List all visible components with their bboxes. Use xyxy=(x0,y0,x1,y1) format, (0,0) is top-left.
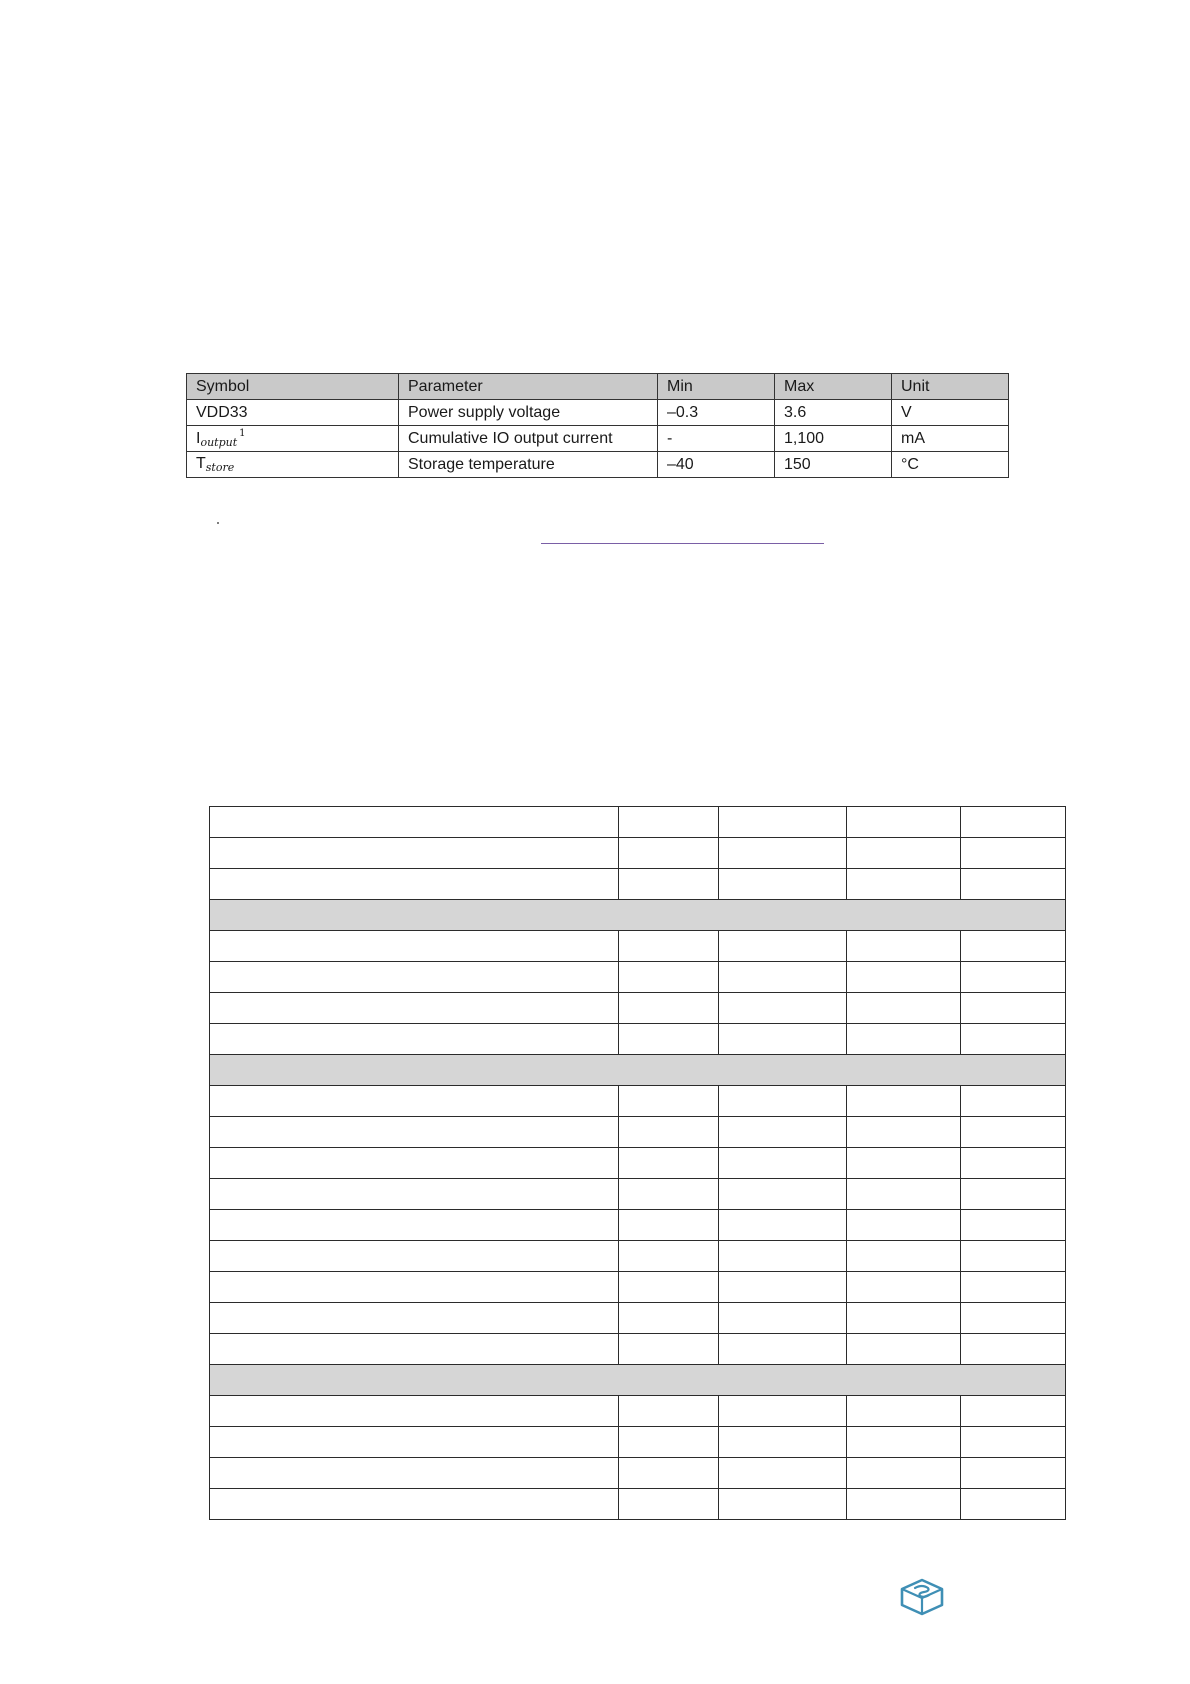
table-row xyxy=(210,1024,1066,1055)
header-symbol: Symbol xyxy=(187,374,399,400)
table-cell xyxy=(719,807,847,838)
table-row xyxy=(187,426,1009,452)
table-cell xyxy=(719,1148,847,1179)
table-cell xyxy=(961,931,1066,962)
table-cell xyxy=(847,1241,961,1272)
section-header-cell xyxy=(210,1365,1066,1396)
table-cell xyxy=(210,1396,619,1427)
symbol-text: T xyxy=(196,455,206,472)
table-cell xyxy=(961,993,1066,1024)
table-cell xyxy=(961,869,1066,900)
table-cell xyxy=(719,931,847,962)
table-cell xyxy=(961,1303,1066,1334)
table-cell xyxy=(847,1148,961,1179)
table-row xyxy=(210,838,1066,869)
table-row xyxy=(210,1489,1066,1520)
table-cell xyxy=(210,993,619,1024)
footnote-link-underline[interactable] xyxy=(541,543,824,544)
table-row xyxy=(210,1458,1066,1489)
unit-cell: mA xyxy=(892,426,1009,452)
symbol-text: I xyxy=(196,430,201,447)
unit-cell: °C xyxy=(892,452,1009,478)
table-row xyxy=(210,1117,1066,1148)
table-cell xyxy=(847,1117,961,1148)
grid-table-body xyxy=(210,807,1066,1520)
table-row xyxy=(187,400,1009,426)
section-header-cell xyxy=(210,900,1066,931)
table-cell xyxy=(719,962,847,993)
max-cell: 3.6 xyxy=(775,400,892,426)
table-row xyxy=(187,452,1009,478)
table-cell xyxy=(847,1334,961,1365)
table-cell xyxy=(847,1489,961,1520)
table-cell xyxy=(210,1148,619,1179)
unit-cell: V xyxy=(892,400,1009,426)
table-cell xyxy=(847,1303,961,1334)
table-cell xyxy=(210,1303,619,1334)
symbol-cell xyxy=(187,452,399,478)
table-cell xyxy=(210,1241,619,1272)
table-cell xyxy=(619,1024,719,1055)
table-cell xyxy=(210,838,619,869)
table-cell xyxy=(210,807,619,838)
table-cell xyxy=(210,1272,619,1303)
table-cell xyxy=(619,1303,719,1334)
table-cell xyxy=(619,1241,719,1272)
section-header-row xyxy=(210,1055,1066,1086)
table-row xyxy=(210,1303,1066,1334)
table-cell xyxy=(847,993,961,1024)
table-cell xyxy=(719,838,847,869)
table-cell xyxy=(847,838,961,869)
table-cell xyxy=(719,1272,847,1303)
table-row xyxy=(210,869,1066,900)
section-header-row xyxy=(210,1365,1066,1396)
table-row xyxy=(210,1334,1066,1365)
section-header-row xyxy=(210,900,1066,931)
table-cell xyxy=(961,1272,1066,1303)
table-row xyxy=(210,1427,1066,1458)
table-cell xyxy=(719,1241,847,1272)
parameter-cell: Storage temperature xyxy=(399,452,658,478)
table-row xyxy=(210,962,1066,993)
table-cell xyxy=(847,1272,961,1303)
table-cell xyxy=(210,1334,619,1365)
min-cell: –40 xyxy=(658,452,775,478)
table-cell xyxy=(619,1210,719,1241)
table-cell xyxy=(719,1334,847,1365)
table-cell xyxy=(719,1303,847,1334)
table-cell xyxy=(619,869,719,900)
table-cell xyxy=(210,1086,619,1117)
max-cell: 1,100 xyxy=(775,426,892,452)
table-cell xyxy=(847,1396,961,1427)
table-row xyxy=(210,931,1066,962)
table-cell xyxy=(619,1334,719,1365)
table-cell xyxy=(619,1489,719,1520)
table-cell xyxy=(961,1241,1066,1272)
table-cell xyxy=(719,1086,847,1117)
table-cell xyxy=(210,869,619,900)
max-cell: 150 xyxy=(775,452,892,478)
table-row xyxy=(210,1272,1066,1303)
table-cell xyxy=(619,962,719,993)
table-cell xyxy=(719,1179,847,1210)
parameter-cell: Cumulative IO output current xyxy=(399,426,658,452)
table-cell xyxy=(719,1427,847,1458)
table-cell xyxy=(719,993,847,1024)
table-cell xyxy=(619,993,719,1024)
symbol-cell xyxy=(187,426,399,452)
table-cell xyxy=(619,931,719,962)
table-row xyxy=(210,1086,1066,1117)
header-max: Max xyxy=(775,374,892,400)
table-cell xyxy=(619,1427,719,1458)
table-cell xyxy=(961,1334,1066,1365)
table-cell xyxy=(961,1489,1066,1520)
table-cell xyxy=(961,1210,1066,1241)
header-min: Min xyxy=(658,374,775,400)
footnote-reference[interactable]: 1 xyxy=(239,428,246,439)
symbol-subscript: store xyxy=(205,461,235,474)
table-cell xyxy=(847,1210,961,1241)
table-row xyxy=(210,993,1066,1024)
table-cell xyxy=(719,1210,847,1241)
table-cell xyxy=(619,1086,719,1117)
symbol-subscript: output xyxy=(200,436,238,449)
table-cell xyxy=(847,807,961,838)
table-cell xyxy=(619,1148,719,1179)
absolute-maximum-ratings-table xyxy=(186,373,1009,478)
table-cell xyxy=(961,1117,1066,1148)
footnote-marker xyxy=(217,522,219,524)
table-cell xyxy=(847,1179,961,1210)
table-cell xyxy=(847,869,961,900)
table-header-row xyxy=(187,374,1009,400)
table-cell xyxy=(210,931,619,962)
parameter-cell: Power supply voltage xyxy=(399,400,658,426)
table-cell xyxy=(619,1179,719,1210)
table-cell xyxy=(210,1489,619,1520)
table-cell xyxy=(619,838,719,869)
table-cell xyxy=(210,962,619,993)
table-cell xyxy=(847,1086,961,1117)
table-cell xyxy=(961,1427,1066,1458)
table-cell xyxy=(961,962,1066,993)
table-cell xyxy=(961,1024,1066,1055)
table-cell xyxy=(719,869,847,900)
empty-grid-table xyxy=(209,806,1066,1520)
min-cell: –0.3 xyxy=(658,400,775,426)
table-cell xyxy=(619,807,719,838)
table-cell xyxy=(210,1179,619,1210)
table-cell xyxy=(847,1427,961,1458)
table-cell xyxy=(719,1396,847,1427)
table-cell xyxy=(210,1210,619,1241)
table-cell xyxy=(719,1458,847,1489)
table-row xyxy=(210,1179,1066,1210)
table-cell xyxy=(961,1396,1066,1427)
table-cell xyxy=(847,962,961,993)
section-header-cell xyxy=(210,1055,1066,1086)
table-row xyxy=(210,1210,1066,1241)
symbol-cell xyxy=(187,400,399,426)
espressif-logo-icon xyxy=(899,1577,945,1617)
table-cell xyxy=(619,1458,719,1489)
table-cell xyxy=(210,1024,619,1055)
table-cell xyxy=(961,807,1066,838)
table-row xyxy=(210,807,1066,838)
table-cell xyxy=(210,1458,619,1489)
table-cell xyxy=(619,1396,719,1427)
table-cell xyxy=(961,1086,1066,1117)
table-row xyxy=(210,1148,1066,1179)
table-row xyxy=(210,1396,1066,1427)
table-cell xyxy=(719,1024,847,1055)
table-cell xyxy=(961,1148,1066,1179)
table-cell xyxy=(847,1458,961,1489)
table-cell xyxy=(719,1489,847,1520)
table-cell xyxy=(961,1458,1066,1489)
table-cell xyxy=(847,931,961,962)
table-row xyxy=(210,1241,1066,1272)
header-parameter: Parameter xyxy=(399,374,658,400)
table-cell xyxy=(619,1272,719,1303)
table-cell xyxy=(961,1179,1066,1210)
table-cell xyxy=(847,1024,961,1055)
symbol-text: VDD33 xyxy=(196,403,248,421)
table-cell xyxy=(210,1117,619,1148)
table-cell xyxy=(210,1427,619,1458)
table-cell xyxy=(961,838,1066,869)
table-cell xyxy=(619,1117,719,1148)
min-cell: - xyxy=(658,426,775,452)
header-unit: Unit xyxy=(892,374,1009,400)
table-cell xyxy=(719,1117,847,1148)
